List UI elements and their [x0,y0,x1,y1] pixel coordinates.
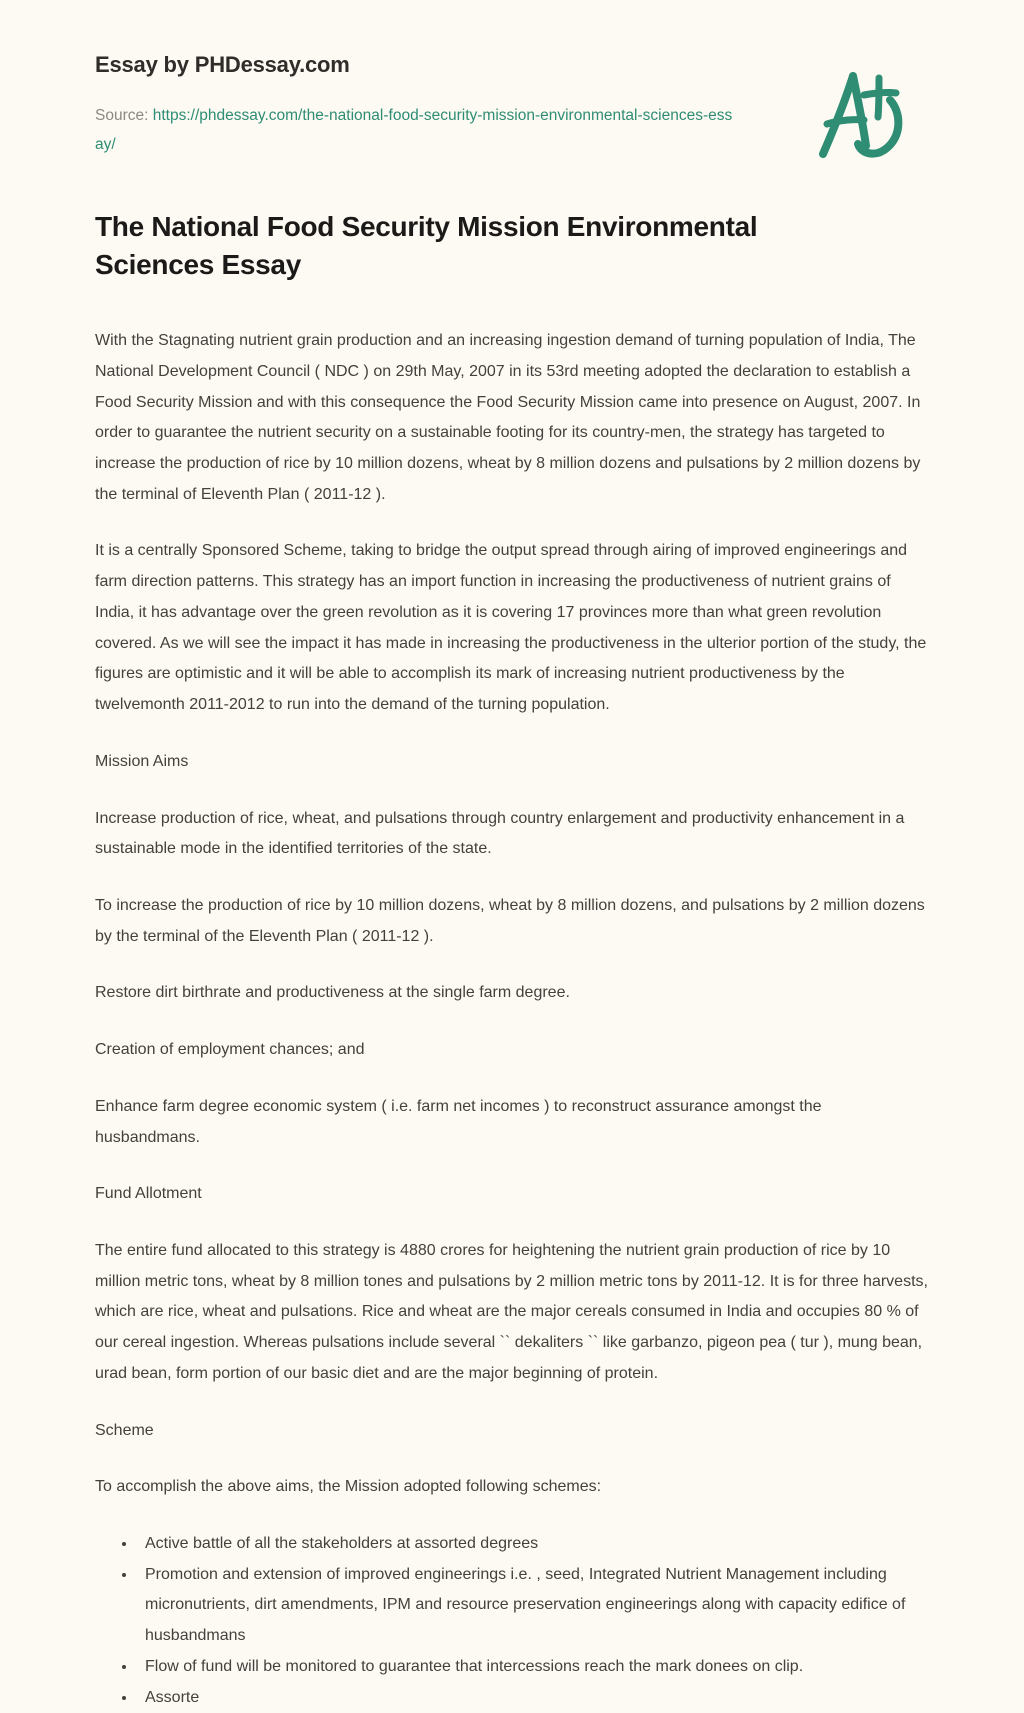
scheme-bullet-list [95,1529,929,1713]
paragraph: With the Stagnating nutrient grain production and an increasing ingestion demand of turning population of India, The National Development Council ( NDC ) on 29th May, 2007 in its 53rd meeting adopted the declaration to establish a Food Security Mission and with this consequence the Food Security Mission came into presence on August, 2007. In order to guarantee the nutrient security on a sustainable footing for its country-men, the strategy has targeted to increase the production of rice by 10 million dozens, wheat by 8 million dozens and pulsations by 2 million dozens by the terminal of Eleventh Plan ( 2011-12 ). [95,332,921,503]
source-line [95,102,735,159]
list-item: • Active battle of all the stakeholders at assorted degrees [137,1529,929,1560]
article-container [0,208,1024,1713]
paragraph: Enhance farm degree economic system ( i.e. farm net incomes ) to reconstruct assurance amongst the husbandmans. [95,1097,822,1146]
brand-title: Essay by PHDessay.com [95,52,350,77]
section-heading-fund-allotment: Fund Allotment [95,1185,202,1203]
section-heading-scheme: Scheme [95,1421,154,1439]
source-url-link[interactable]: https://phdessay.com/the-national-food-security-mission-environmental-sciences-essay/ [95,107,733,154]
paragraph: Increase production of rice, wheat, and pulsations through country enlargement and productivity enhancement in a sustainable mode in the identified territories of the state. [95,809,905,858]
paragraph: It is a centrally Sponsored Scheme, taking to bridge the output spread through airing of improved engineerings and farm direction patterns. This strategy has an import function in increasing the productiveness of nutrient grains of India, it has advantage over the green revolution as it is covering 17 provinces more than what green revolution covered. As we will see the impact it has made in increasing the productiveness in the ulterior portion of the study, the figures are optimistic and it will be able to accomplish its mark of increasing nutrient productiveness by the twelvemonth 2011-2012 to run into the demand of the turning population. [95,542,927,714]
list-item: • Flow of fund will be monitored to guarantee that intercessions reach the mark donees on clip. [137,1652,929,1683]
source-label: Source: [95,107,149,125]
paragraph: Creation of employment chances; and [95,1041,365,1059]
list-item: • Assorte [137,1683,929,1713]
paragraph: To accomplish the above aims, the Mission adopted following schemes: [95,1478,602,1496]
page-title: The National Food Security Mission Environmental Sciences Essay [95,211,758,281]
a-plus-logo-icon [808,62,928,172]
paragraph: Restore dirt birthrate and productiveness at the single farm degree. [95,984,570,1002]
paragraph: The entire fund allocated to this strategy is 4880 crores for heightening the nutrient grain production of rice by 10 million metric tons, wheat by 8 million tones and pulsations by 2 million metric tons by 2011-12. It is for three harvests, which are rice, wheat and pulsations. Rice and wheat are the major cereals consumed in India and occupies 80 % of our cereal ingestion. Whereas pulsations include several `` dekaliters `` like garbanzo, pigeon pea ( tur ), mung bean, urad bean, form portion of our basic diet and are the major beginning of protein. [95,1241,928,1382]
article-body [95,326,929,1713]
section-heading-mission-aims: Mission Aims [95,752,189,770]
list-item: • Promotion and extension of improved engineerings i.e. , seed, Integrated Nutrient Management including micronutrients, dirt amendments, IPM and resource preservation engineerings along with capacity edifice of husbandmans [137,1560,929,1652]
paragraph: To increase the production of rice by 10 million dozens, wheat by 8 million dozens, and pulsations by 2 million dozens by the terminal of the Eleventh Plan ( 2011-12 ). [95,896,925,945]
